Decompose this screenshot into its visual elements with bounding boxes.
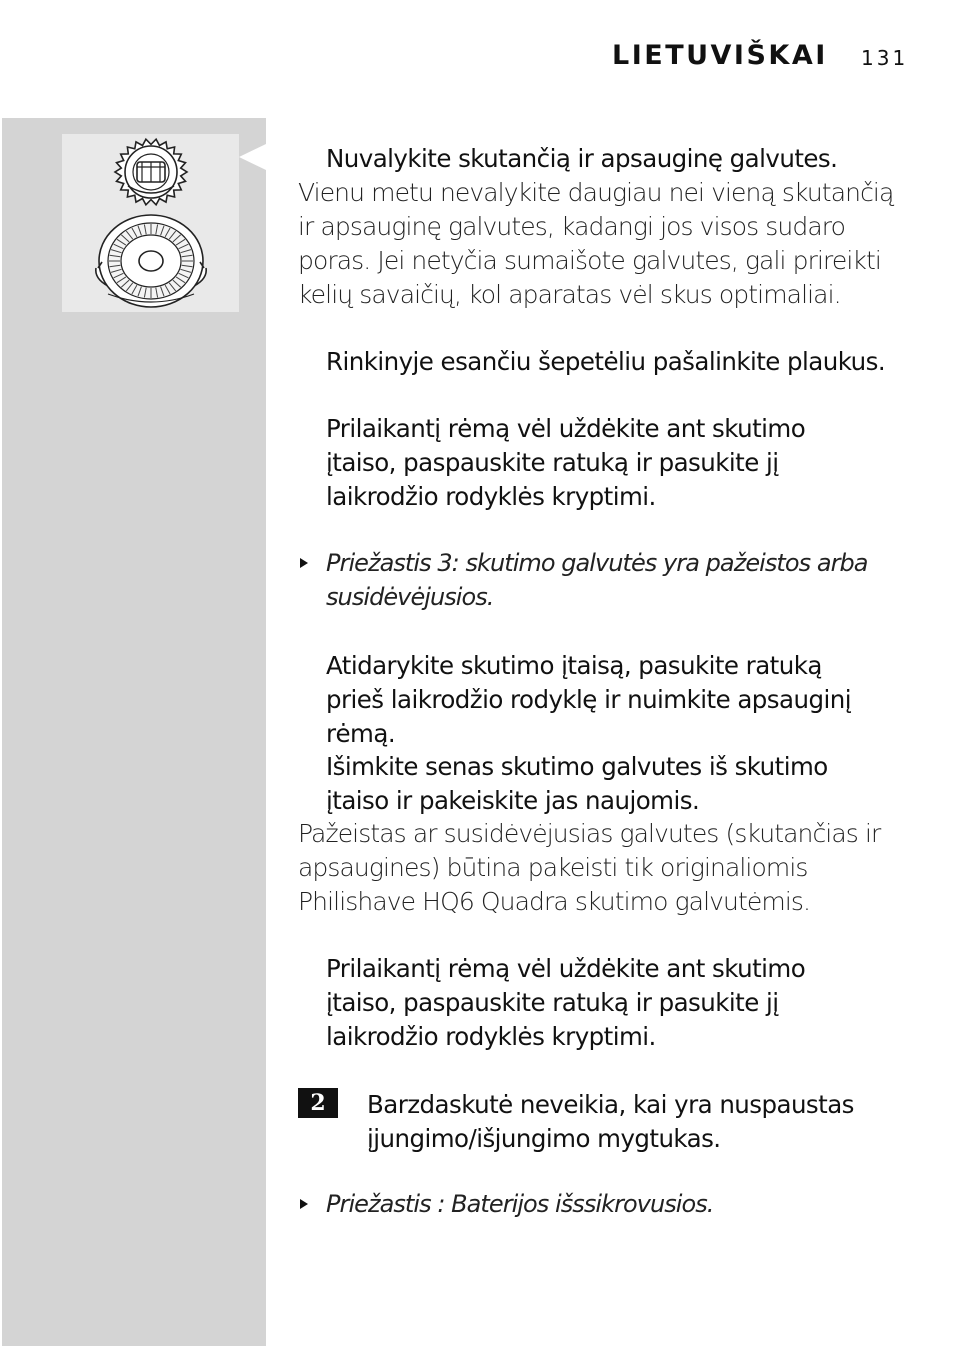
problem-number-badge: 2 [298, 1088, 338, 1118]
bullet-triangle-icon [300, 558, 308, 568]
note-line: Philishave HQ6 Quadra skutimo galvutėmis. [298, 887, 811, 916]
step-replace-heads-line: įtaiso ir pakeiskite jas naujomis. [326, 786, 700, 815]
note-line: ir apsauginę galvutes, kadangi jos visos sudaro [298, 212, 845, 241]
step-replace-heads-line: Išimkite senas skutimo galvutes iš skutimo [326, 752, 828, 781]
page-number: 131 [861, 46, 909, 70]
step-refit-frame-line: laikrodžio rodyklės kryptimi. [326, 482, 656, 511]
note-line: apsaugines) būtina pakeisti tik originaliomis [298, 853, 808, 882]
note-line: poras. Jei netyčia sumaišote galvutes, gali prireikti [298, 246, 881, 275]
step-clean-heads: Nuvalykite skutančią ir apsauginę galvutes. [326, 144, 838, 173]
step-open-unit-line: Atidarykite skutimo įtaisą, pasukite ratuką [326, 651, 822, 680]
step-refit-frame-line: Prilaikantį rėmą vėl uždėkite ant skutimo [326, 954, 806, 983]
bullet-triangle-icon [300, 1199, 308, 1209]
step-open-unit-line: rėmą. [326, 719, 396, 748]
note-line: kelių savaičių, kol aparatas vėl skus optimaliai. [298, 280, 841, 309]
note-line: Vienu metu nevalykite daugiau nei vieną skutančią [298, 178, 894, 207]
step-refit-frame-line: įtaiso, paspauskite ratuką ir pasukite jį [326, 988, 779, 1017]
step-remove-hairs: Rinkinyje esančiu šepetėliu pašalinkite plaukus. [326, 347, 886, 376]
page-section-title: LIETUVIŠKAI [612, 40, 828, 71]
step-open-unit-line: prieš laikrodžio rodyklę ir nuimkite apsauginį [326, 685, 851, 714]
step-refit-frame-line: Prilaikantį rėmą vėl uždėkite ant skutimo [326, 414, 806, 443]
cause-line: susidėvėjusios. [326, 583, 494, 611]
cause-line: Priežastis : Baterijos išssikrovusios. [326, 1190, 714, 1218]
problem-heading-line: Barzdaskutė neveikia, kai yra nuspaustas [367, 1090, 854, 1119]
problem-heading-line: įjungimo/išjungimo mygtukas. [367, 1124, 721, 1153]
note-line: Pažeistas ar susidėvėjusias galvutes (skutančias ir [298, 819, 881, 848]
cause-line: Priežastis 3: skutimo galvutės yra pažeistos arba [326, 549, 868, 577]
step-refit-frame-line: įtaiso, paspauskite ratuką ir pasukite jį [326, 448, 779, 477]
step-refit-frame-line: laikrodžio rodyklės kryptimi. [326, 1022, 656, 1051]
